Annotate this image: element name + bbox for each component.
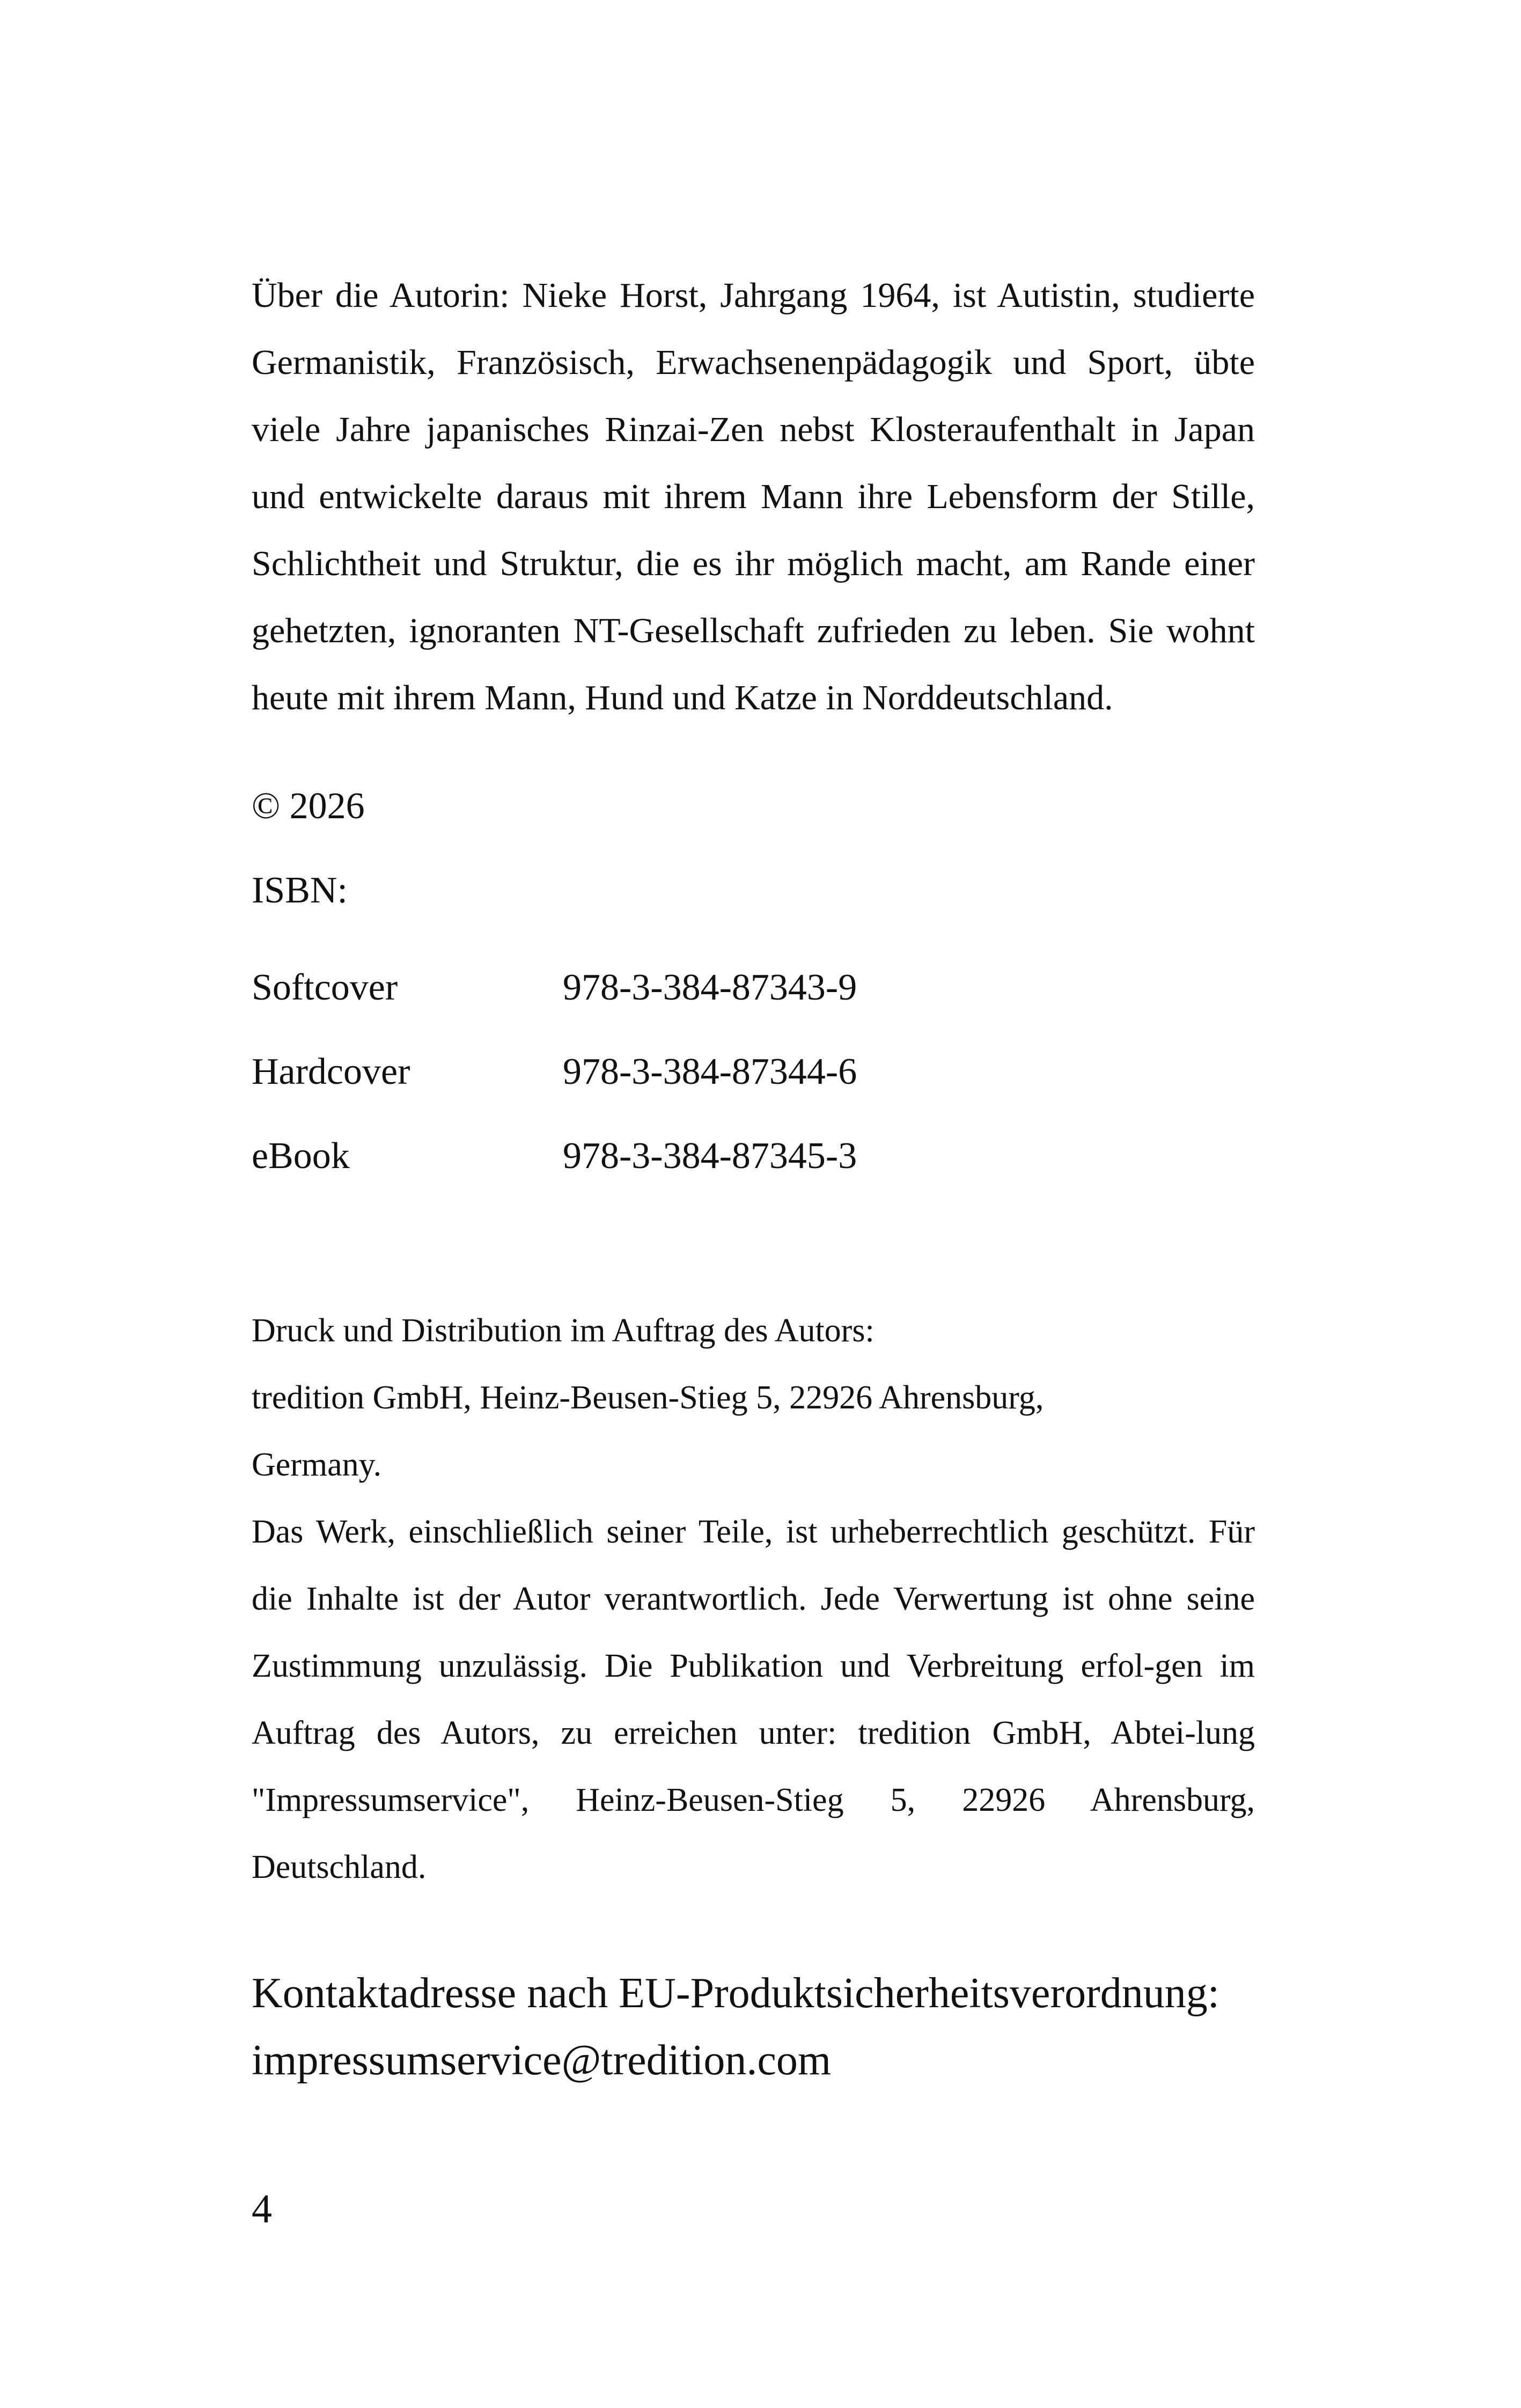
isbn-list xyxy=(252,945,857,1198)
imprint xyxy=(252,1297,1255,1901)
contact-heading: Kontaktadresse nach EU-Produktsicherheitsverordnung: xyxy=(252,1970,1219,2017)
author-bio-text: Über die Autorin: Nieke Horst, Jahrgang 1964, ist Autistin, studierte Germanistik, Französisch, Erwachsenenpädagogik und Sport, übte viele Jahre japanisches Rinzai-Zen nebst Klosteraufenthalt in Japan und entwickelte daraus mit ihrem Mann ihre Lebensform der Stille, Schlichtheit und Struktur, die es ihr möglich macht, am Rande einer gehetzten, ignoranten NT-Gesellschaft zufrieden zu leben. Sie wohnt heute mit ihrem Mann, Hund und Katze in Norddeutschland. xyxy=(252,276,1255,717)
imprint-line-2: tredition GmbH, Heinz-Beusen-Stieg 5, 22926 Ahrensburg, xyxy=(252,1379,1044,1416)
isbn-row-hardcover xyxy=(252,1030,857,1114)
legal-notice: Das Werk, einschließlich seiner Teile, ist urheberrechtlich geschützt. Für die Inhalte ist der Autor verantwortlich. Jede Verwertung ist ohne seine Zustimmung unzulässig. Die Publikation und Verbreitung erfol-gen im Auftrag des Autors, zu erreichen unter: tredition GmbH, Abtei-lung "Impressumservice", Heinz-Beusen-Stieg 5, 22926 Ahrensburg, Deutschland. xyxy=(252,1514,1255,1885)
isbn-number: 978-3-384-87344-6 xyxy=(563,1051,857,1092)
imprint-line-1: Druck und Distribution im Auftrag des Autors: xyxy=(252,1312,875,1349)
contact-email: impressumservice@tredition.com xyxy=(252,2037,832,2084)
isbn-row-softcover xyxy=(252,945,857,1030)
contact-section xyxy=(252,1960,1271,2094)
isbn-row-ebook xyxy=(252,1114,857,1198)
author-bio xyxy=(252,262,1255,731)
page-number: 4 xyxy=(252,2186,272,2231)
isbn-format: Hardcover xyxy=(252,1051,410,1092)
isbn-number: 978-3-384-87343-9 xyxy=(563,967,857,1008)
isbn-format: eBook xyxy=(252,1135,350,1177)
imprint-line-3: Germany. xyxy=(252,1447,382,1483)
isbn-format: Softcover xyxy=(252,967,398,1008)
isbn-label: ISBN: xyxy=(252,870,348,911)
isbn-number: 978-3-384-87345-3 xyxy=(563,1135,857,1177)
copyright-notice: © 2026 xyxy=(252,785,365,827)
